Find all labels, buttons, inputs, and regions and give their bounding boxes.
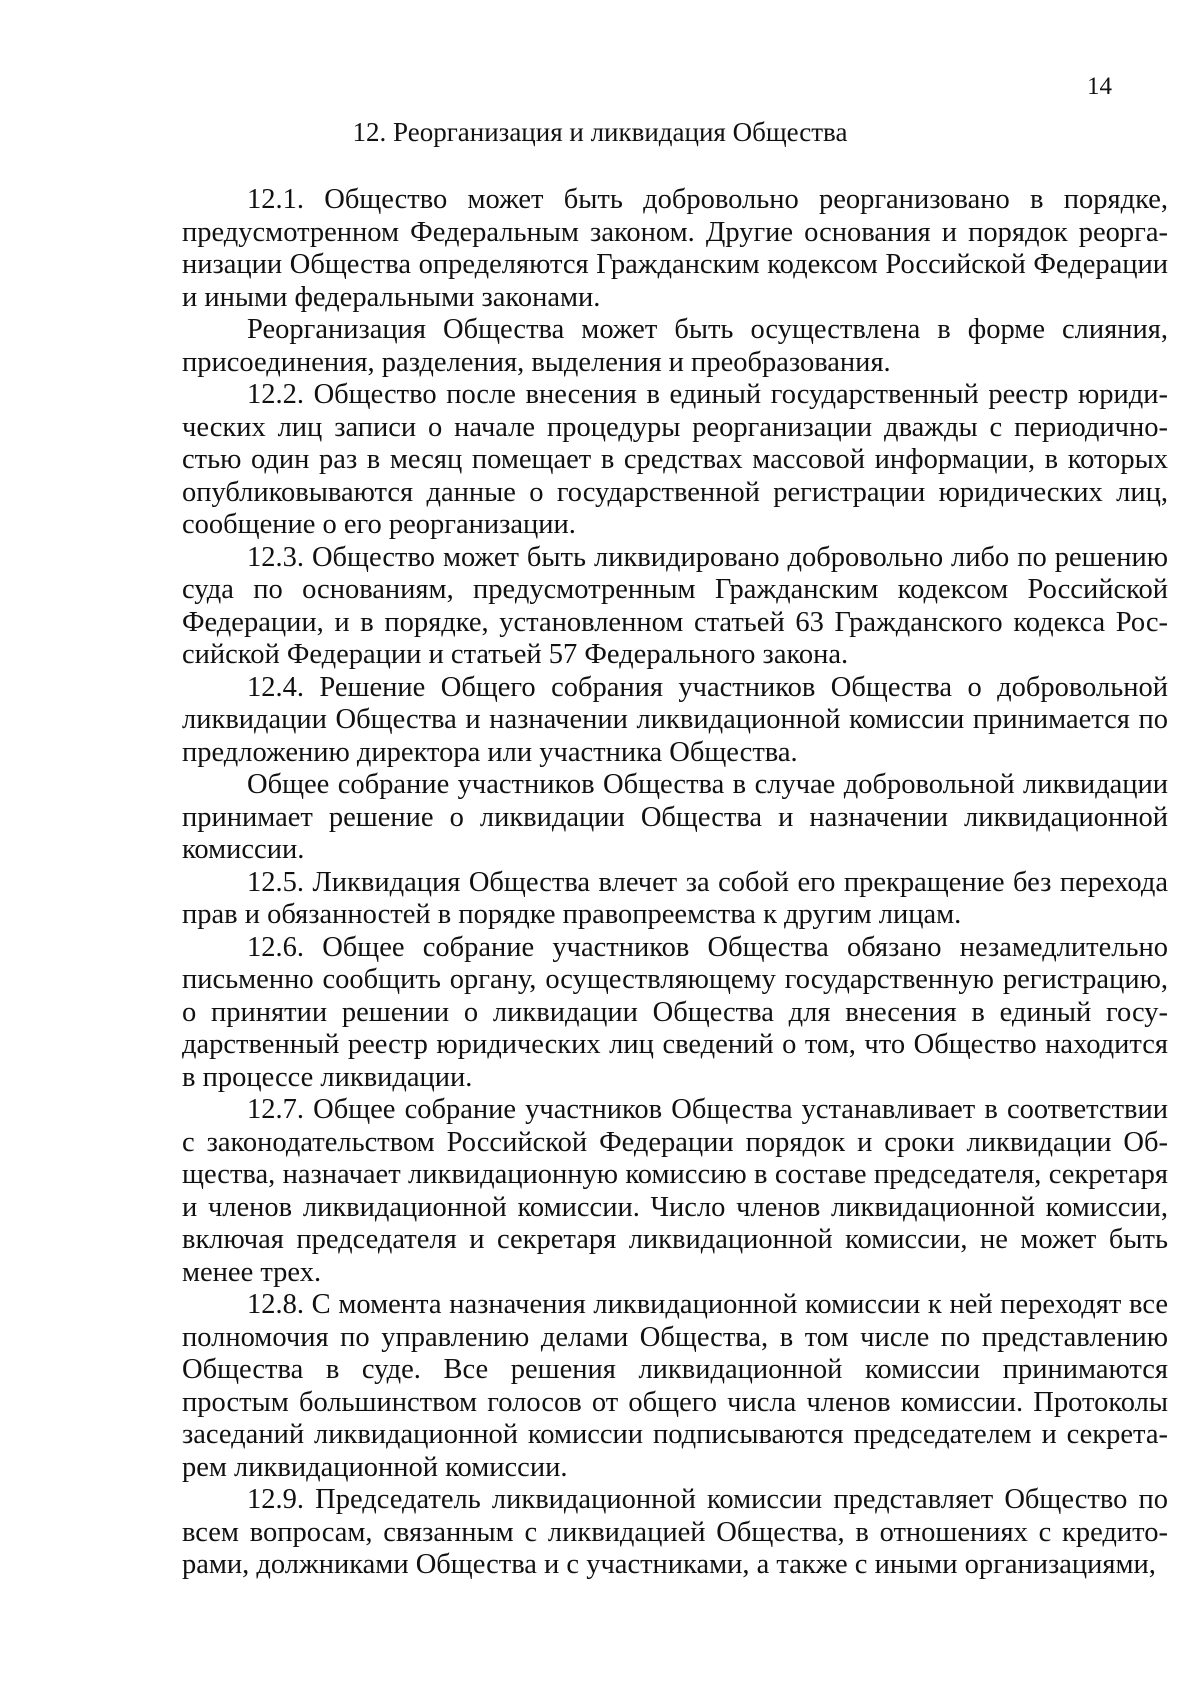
paragraph-12-8: 12.8. С момента назначения ликвидационной комиссии к ней переходят все полномочия по управлению делами Общества, в том числе по представлению Общества в суде. Все решения ликвидационной комиссии принимаются простым большинством голосов от общего числа членов комиссии. Протоколы заседаний ликвидационной комиссии подписываются председателем и секретарем ликвидационной комиссии. xyxy=(182,1289,1168,1483)
paragraph-12-5: 12.5. Ликвидация Общества влечет за собой его прекращение без перехода прав и обязанностей в порядке правопреемства к другим лицам. xyxy=(182,866,1168,930)
page-number: 14 xyxy=(1087,73,1112,100)
paragraph-12-9: 12.9. Председатель ликвидационной комиссии представляет Общество по всем вопросам, связанным с ликвидацией Общества, в отношениях с кредиторами, должниками Общества и с участниками, а также с иными организациями, xyxy=(182,1484,1168,1580)
paragraph-12-6: 12.6. Общее собрание участников Общества обязано незамедлительно письменно сообщить органу, осуществляющему государственную регистрацию, о принятии решении о ликвидации Общества для внесения в единый государственный реестр юридических лиц сведений о том, что Общество находится в процессе ликвидации. xyxy=(182,931,1168,1093)
paragraph-12-1-forms: Реорганизация Общества может быть осуществлена в форме слияния, присоединения, разделения, выделения и преобразования. xyxy=(182,314,1168,378)
paragraph-12-7: 12.7. Общее собрание участников Общества устанавливает в соответствии с законодательством Российской Федерации порядок и сроки ликвидации Общества, назначает ликвидационную комиссию в составе председателя, секретаря и членов ликвидационной комиссии. Число членов ликвидационной комиссии, включая председателя и секретаря ликвидационной комиссии, не может быть менее трех. xyxy=(182,1094,1168,1288)
paragraph-12-4: 12.4. Решение Общего собрания участников Общества о добровольной ликвидации Общества и назначении ликвидационной комиссии принимается по предложению директора или участника Общества. xyxy=(182,671,1168,768)
paragraph-12-1: 12.1. Общество может быть добровольно реорганизовано в порядке, предусмотренном Федеральным законом. Другие основания и порядок реорганизации Общества определяются Гражданским кодексом Российской Федерации и иными федеральными законами. xyxy=(182,184,1168,313)
paragraph-12-3: 12.3. Общество может быть ликвидировано добровольно либо по решению суда по основаниям, предусмотренным Гражданским кодексом Российской Федерации, и в порядке, установленном статьей 63 Гражданского кодекса Российской Федерации и статьей 57 Федерального закона. xyxy=(182,541,1168,670)
section-title: 12. Реорганизация и ликвидация Общества xyxy=(352,117,848,147)
body-text xyxy=(182,184,1168,1582)
paragraph-12-2: 12.2. Общество после внесения в единый государственный реестр юридических лиц записи о начале процедуры реорганизации дважды с периодичностью один раз в месяц помещает в средствах массовой информации, в которых опубликовываются данные о государственной регистрации юридических лиц, сообщение о его реорганизации. xyxy=(182,379,1168,540)
paragraph-12-4-decision: Общее собрание участников Общества в случае добровольной ликвидации принимает решение о ликвидации Общества и назначении ликвидационной комиссии. xyxy=(182,769,1168,865)
